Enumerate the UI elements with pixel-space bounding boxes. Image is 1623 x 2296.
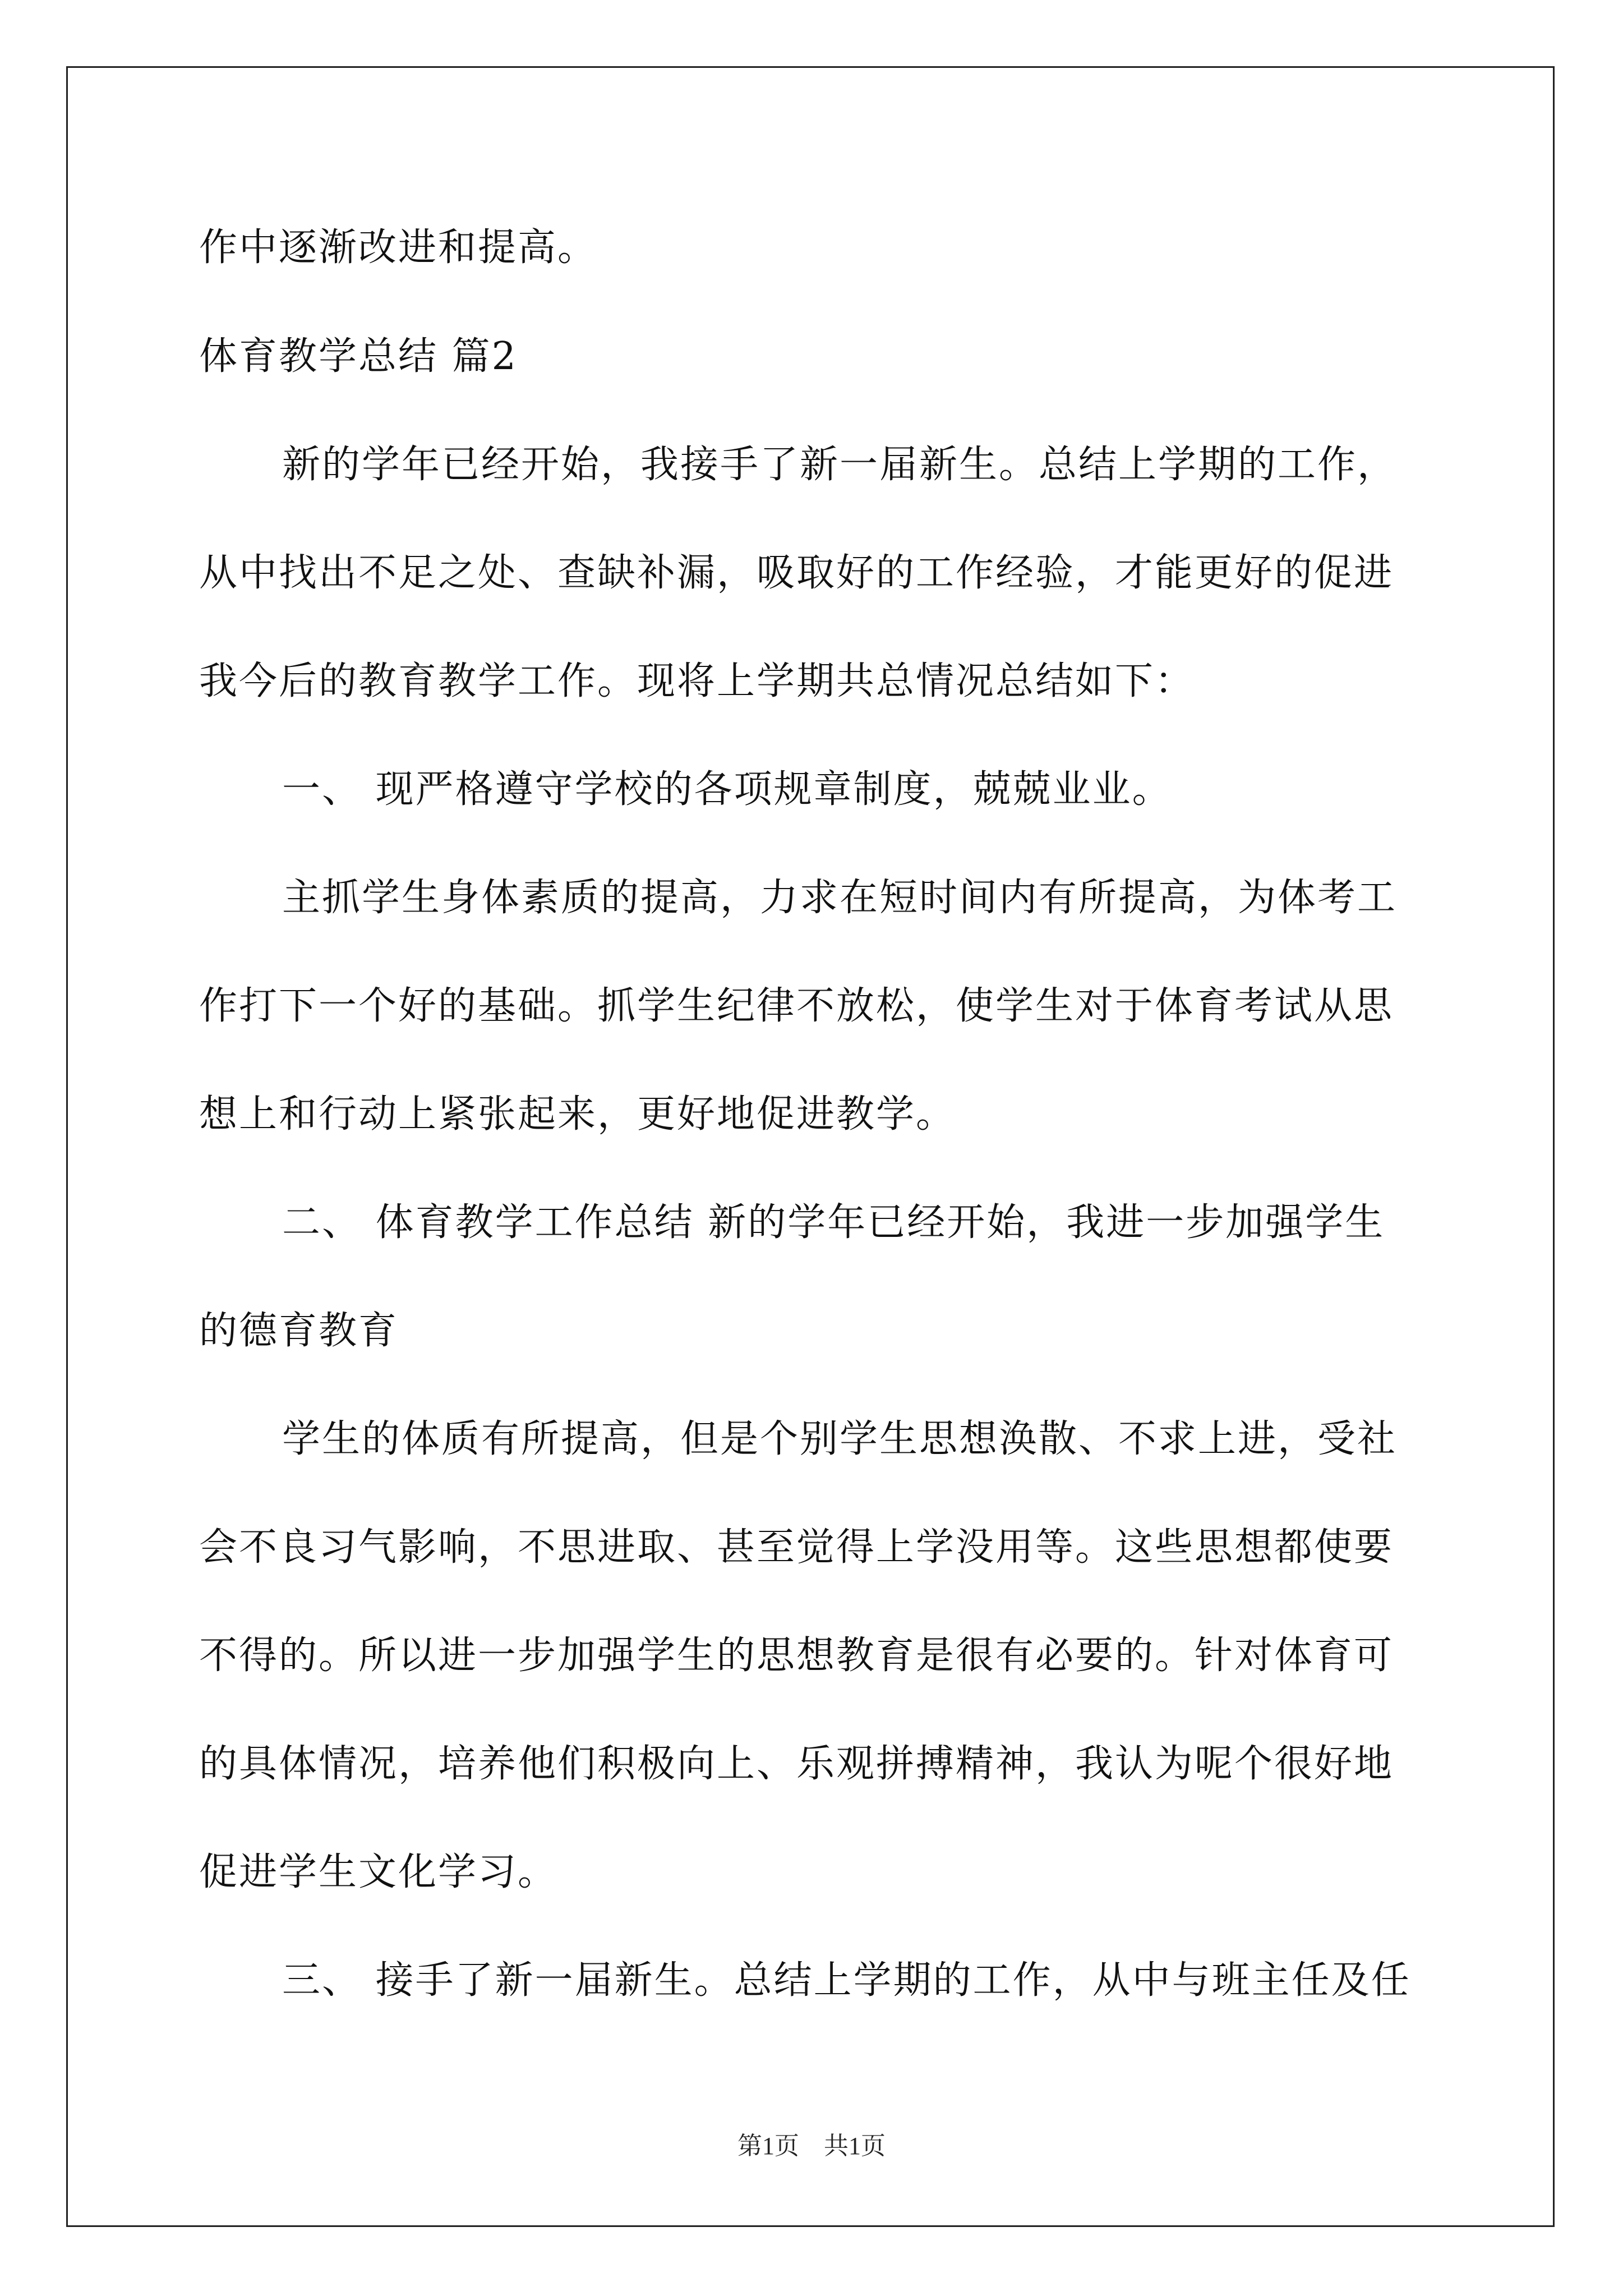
text-line: 的具体情况，培养他们积极向上、乐观拼搏精神，我认为呢个很好地	[199, 1742, 1394, 1786]
text-line: 的德育教育	[199, 1309, 399, 1353]
section-heading: 体育教学总结 篇2	[199, 334, 518, 379]
text-line: 不得的。所以进一步加强学生的思想教育是很有必要的。针对体育可	[199, 1634, 1394, 1678]
text-line: 学生的体质有所提高，但是个别学生思想涣散、不求上进，受社	[282, 1417, 1398, 1461]
text-line: 作打下一个好的基础。抓学生纪律不放松，使学生对于体育考试从思	[199, 984, 1394, 1028]
text-line: 三、 接手了新一届新生。总结上学期的工作，从中与班主任及任	[282, 1958, 1411, 2003]
text-line: 新的学年已经开始，我接手了新一届新生。总结上学期的工作，	[282, 443, 1398, 487]
text-line: 二、 体育教学工作总结 新的学年已经开始，我进一步加强学生	[282, 1200, 1385, 1245]
text-line: 我今后的教育教学工作。现将上学期共总情况总结如下：	[199, 659, 1195, 703]
text-line: 促进学生文化学习。	[199, 1850, 558, 1894]
text-line: 作中逐渐改进和提高。	[199, 226, 598, 270]
page-footer: 第1页 共1页	[737, 2132, 886, 2160]
page-border	[66, 66, 1555, 2227]
text-line: 从中找出不足之处、查缺补漏，吸取好的工作经验，才能更好的促进	[199, 551, 1394, 595]
text-line: 想上和行动上紧张起来，更好地促进教学。	[199, 1092, 956, 1137]
text-line: 主抓学生身体素质的提高，力求在短时间内有所提高，为体考工	[282, 876, 1398, 920]
text-line: 一、 现严格遵守学校的各项规章制度，兢兢业业。	[282, 767, 1172, 812]
text-line: 会不良习气影响，不思进取、甚至觉得上学没用等。这些思想都使要	[199, 1525, 1394, 1570]
